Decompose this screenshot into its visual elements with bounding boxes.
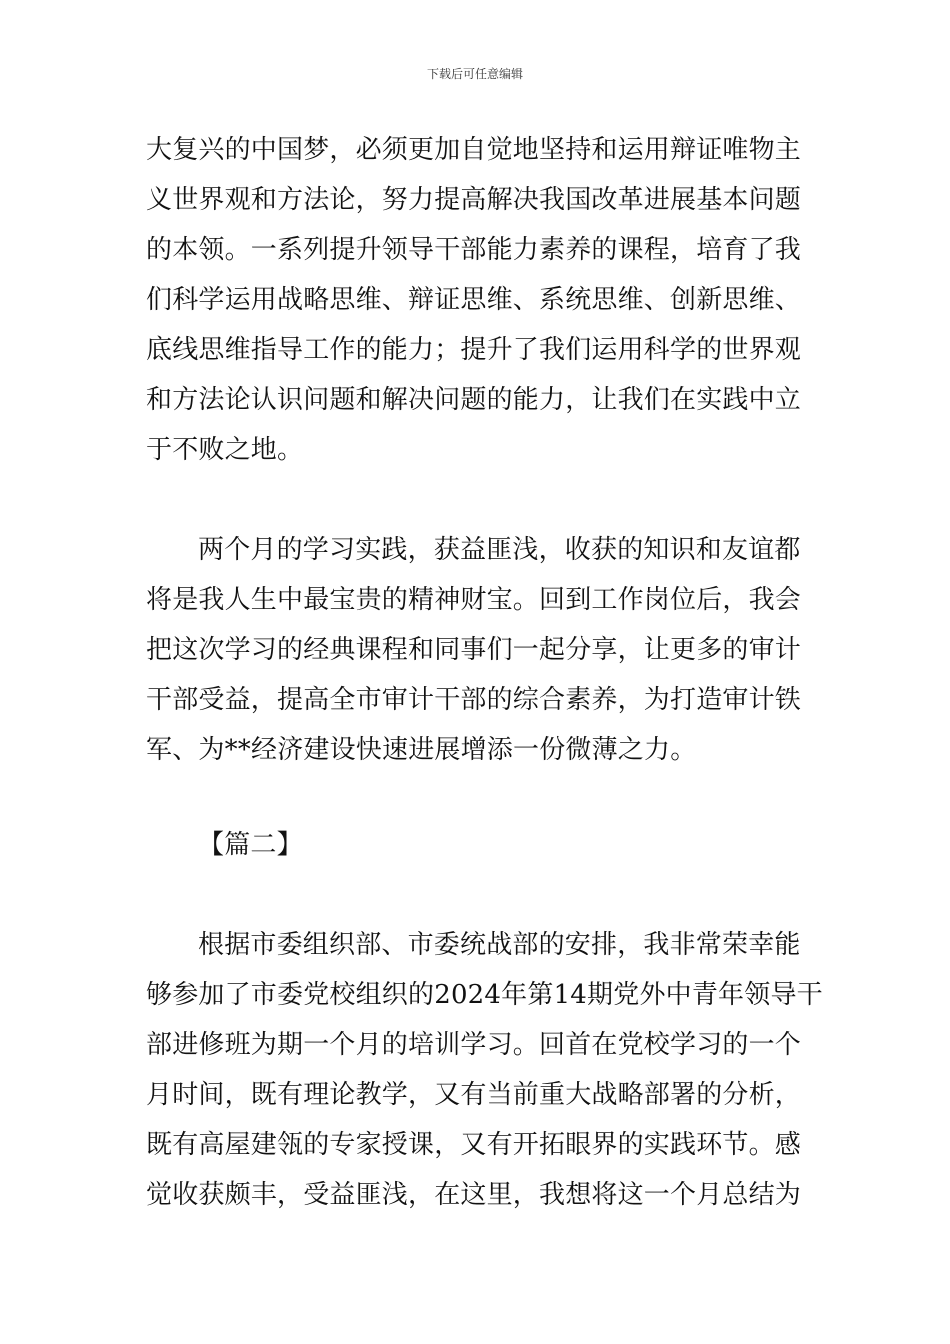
text-line: 义世界观和方法论，努力提高解决我国改革进展基本问题 [146,185,802,215]
text-line: 军、为**经济建设快速进展增添一份微薄之力。 [146,735,697,765]
paragraph-first-line: 根据市委组织部、市委统战部的安排，我非常荣幸能 [198,930,801,960]
text-line: 的本领。一系列提升领导干部能力素养的课程，培育了我 [146,235,802,265]
text-line: 和方法论认识问题和解决问题的能力，让我们在实践中立 [146,385,802,415]
text-line: 将是我人生中最宝贵的精神财宝。回到工作岗位后，我会 [146,585,802,615]
paragraph-first-line: 两个月的学习实践，获益匪浅，收获的知识和友谊都 [198,535,801,565]
text-line: 大复兴的中国梦，必须更加自觉地坚持和运用辩证唯物主 [146,135,802,165]
section-heading: 【篇二】 [198,830,303,860]
text-line: 干部受益，提高全市审计干部的综合素养，为打造审计铁 [146,685,802,715]
text-line: 于不败之地。 [146,435,304,465]
text-line: 们科学运用战略思维、辩证思维、系统思维、创新思维、 [146,285,802,315]
text-line: 够参加了市委党校组织的2024年第14期党外中青年领导干 [146,980,823,1010]
text-line: 部进修班为期一个月的培训学习。回首在党校学习的一个 [146,1030,802,1060]
text-line: 觉收获颇丰，受益匪浅，在这里，我想将这一个月总结为 [146,1180,802,1210]
page-header: 下载后可任意编辑 [426,67,523,81]
text-line: 把这次学习的经典课程和同事们一起分享，让更多的审计 [146,635,802,665]
text-line: 月时间，既有理论教学，又有当前重大战略部署的分析， [146,1080,802,1110]
text-line: 底线思维指导工作的能力；提升了我们运用科学的世界观 [146,335,802,365]
text-line: 既有高屋建瓴的专家授课，又有开拓眼界的实践环节。感 [146,1130,802,1160]
